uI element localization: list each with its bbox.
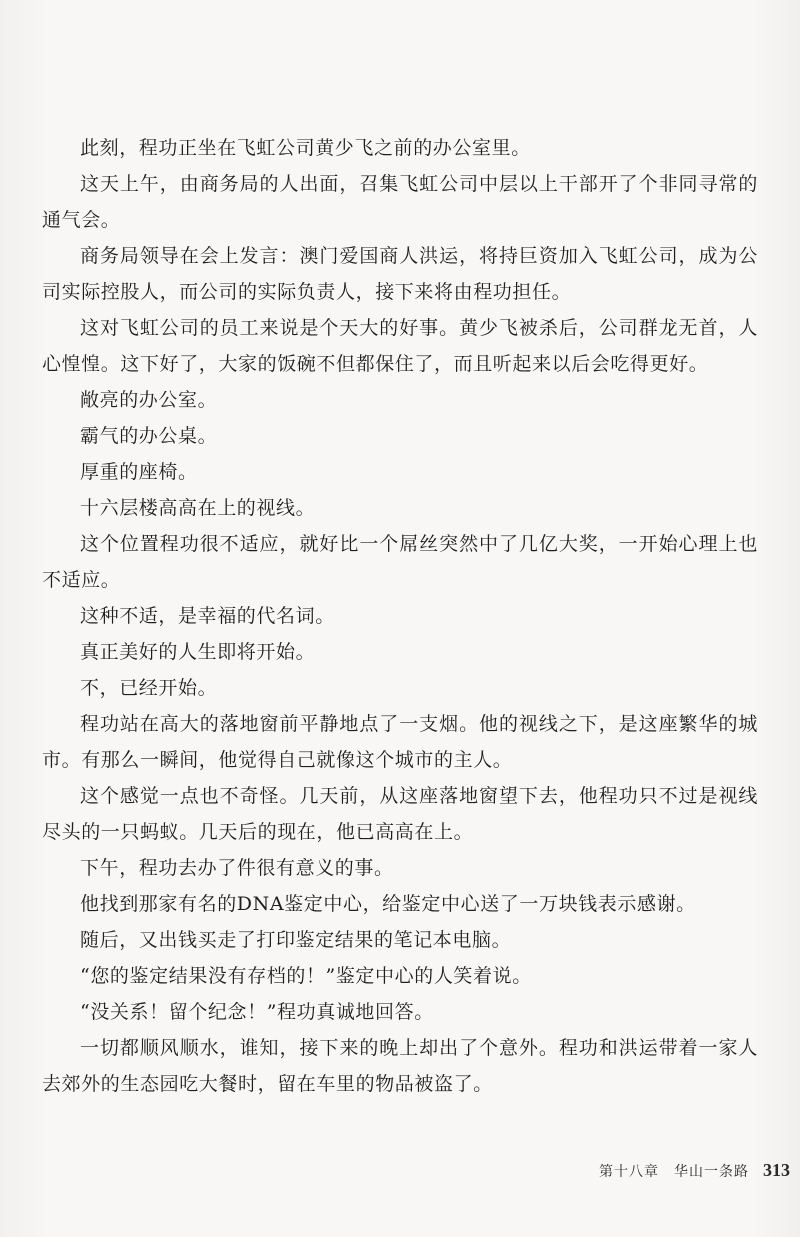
paragraph: “没关系！留个纪念！”程功真诚地回答。 xyxy=(80,1001,434,1023)
paragraph: 十六层楼高高在上的视线。 xyxy=(80,497,316,519)
paragraph: 程功站在高大的落地窗前平静地点了一支烟。他的视线之下，是这座繁华的城市。有那么一瞬间，他觉得自己就像这个城市的主人。 xyxy=(42,713,758,771)
paragraph: 霸气的办公桌。 xyxy=(80,425,218,447)
paragraph: 这个位置程功很不适应，就好比一个屌丝突然中了几亿大奖，一开始心理上也不适应。 xyxy=(42,533,758,591)
paragraph: 厚重的座椅。 xyxy=(80,461,198,483)
paragraph: 这个感觉一点也不奇怪。几天前，从这座落地窗望下去，他程功只不过是视线尽头的一只蚂蚁。几天后的现在，他已高高在上。 xyxy=(42,785,758,843)
paragraph: 不，已经开始。 xyxy=(80,677,218,699)
paragraph: 下午，程功去办了件很有意义的事。 xyxy=(80,857,394,879)
paragraph: 这天上午，由商务局的人出面，召集飞虹公司中层以上干部开了个非同寻常的通气会。 xyxy=(42,173,758,231)
paragraph: 此刻，程功正坐在飞虹公司黄少飞之前的办公室里。 xyxy=(80,137,531,159)
chapter-title: 第十八章 华山一条路 xyxy=(599,1164,749,1180)
paragraph: 敞亮的办公室。 xyxy=(80,389,218,411)
paragraph: 一切都顺风顺水，谁知，接下来的晚上却出了个意外。程功和洪运带着一家人去郊外的生态园吃大餐时，留在车里的物品被盗了。 xyxy=(42,1037,758,1095)
paragraph: 这种不适，是幸福的代名词。 xyxy=(80,605,335,627)
paragraph: “您的鉴定结果没有存档的！”鉴定中心的人笑着说。 xyxy=(80,965,532,987)
paragraph: 商务局领导在会上发言：澳门爱国商人洪运，将持巨资加入飞虹公司，成为公司实际控股人，而公司的实际负责人，接下来将由程功担任。 xyxy=(42,245,758,303)
paragraph: 他找到那家有名的DNA鉴定中心，给鉴定中心送了一万块钱表示感谢。 xyxy=(80,893,696,915)
page-number: 313 xyxy=(763,1160,790,1180)
page-footer xyxy=(599,1160,790,1181)
paragraph: 随后，又出钱买走了打印鉴定结果的笔记本电脑。 xyxy=(80,929,512,951)
chapter-body xyxy=(42,130,758,1102)
paragraph: 真正美好的人生即将开始。 xyxy=(80,641,316,663)
paragraph: 这对飞虹公司的员工来说是个天大的好事。黄少飞被杀后，公司群龙无首，人心惶惶。这下好了，大家的饭碗不但都保住了，而且听起来以后会吃得更好。 xyxy=(42,317,758,375)
